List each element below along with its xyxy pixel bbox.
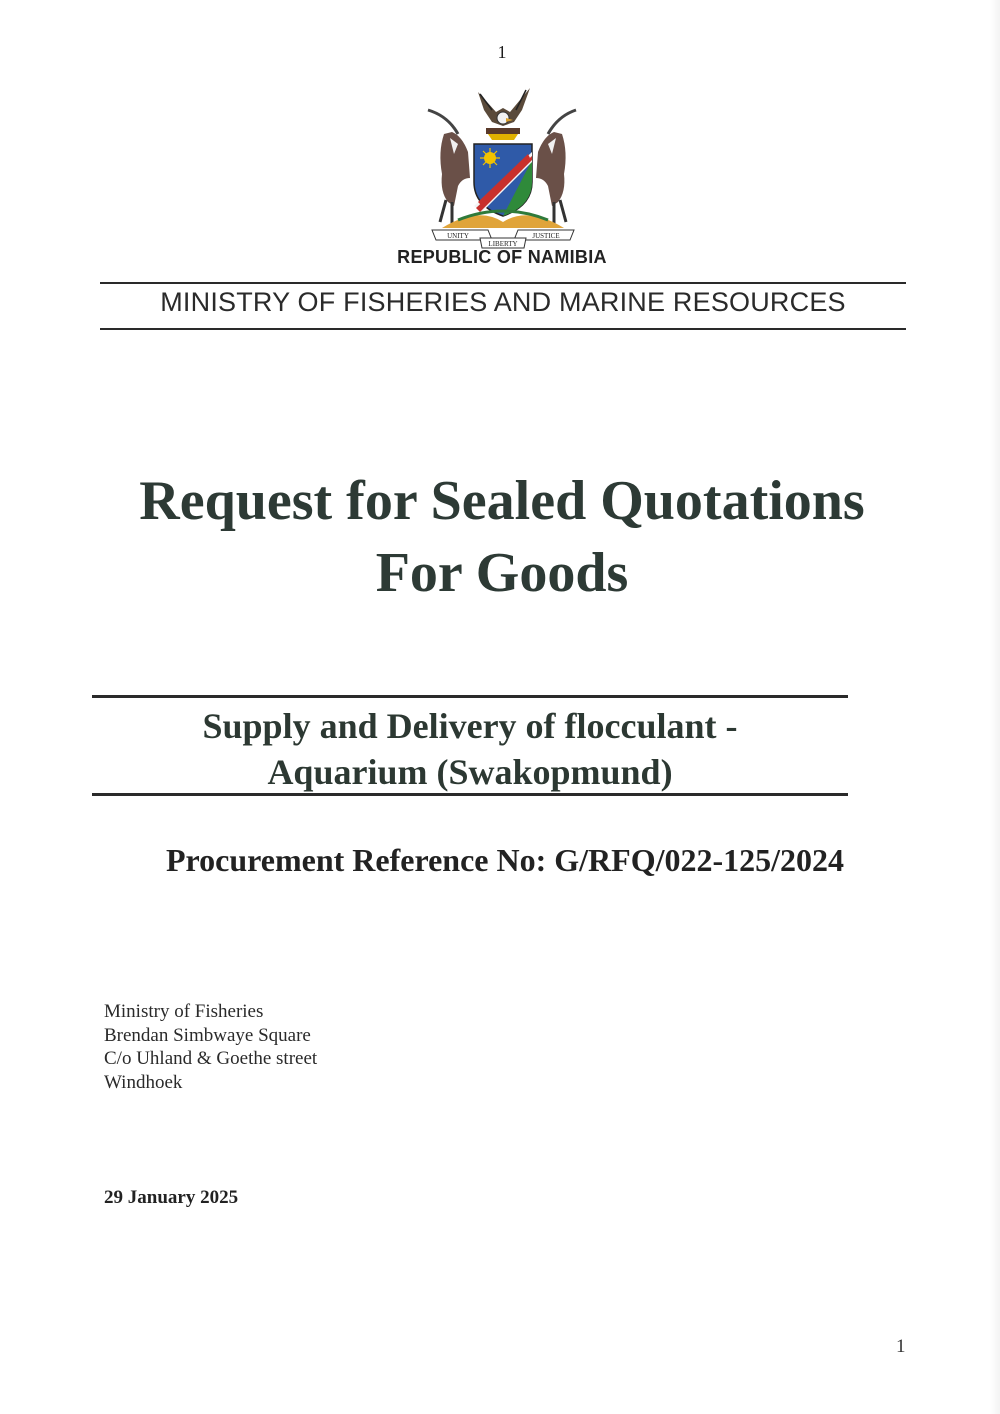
top-page-number: 1 — [497, 42, 507, 62]
address-block — [104, 1000, 317, 1094]
eagle-icon — [478, 88, 530, 140]
ministry-name: MINISTRY OF FISHERIES AND MARINE RESOURCES — [160, 287, 846, 317]
namibia-coat-of-arms — [418, 82, 588, 252]
motto-justice: JUSTICE — [532, 232, 560, 240]
address-line: C/o Uhland & Goethe street — [104, 1048, 318, 1069]
motto-unity: UNITY — [447, 232, 469, 240]
right-oryx-icon — [536, 132, 566, 224]
subject-line-1: Supply and Delivery of flocculant - — [202, 706, 738, 746]
address-line: Windhoek — [104, 1071, 183, 1093]
document-date: 29 January 2025 — [104, 1187, 239, 1208]
procurement-reference: Procurement Reference No: G/RFQ/022-125/2024 — [165, 842, 845, 878]
ministry-top-rule — [100, 282, 906, 284]
document-title-line-2: For Goods — [375, 542, 629, 604]
left-oryx-icon — [440, 132, 470, 224]
motto-ribbon — [432, 230, 574, 248]
shield-icon — [474, 144, 532, 216]
ministry-bottom-rule — [100, 328, 906, 330]
subject-bottom-rule — [92, 793, 848, 796]
address-line: Ministry of Fisheries — [104, 1001, 264, 1022]
document-title-line-1: Request for Sealed Quotations — [139, 470, 865, 532]
subject-top-rule — [92, 695, 848, 698]
subject-line-2: Aquarium (Swakopmund) — [267, 752, 673, 792]
bottom-page-number: 1 — [896, 1336, 906, 1357]
address-line: Brendan Simbwaye Square — [104, 1024, 311, 1046]
page-edge-shadow — [990, 0, 1000, 1414]
motto-liberty: LIBERTY — [488, 240, 518, 248]
country-name: REPUBLIC OF NAMIBIA — [397, 247, 607, 267]
